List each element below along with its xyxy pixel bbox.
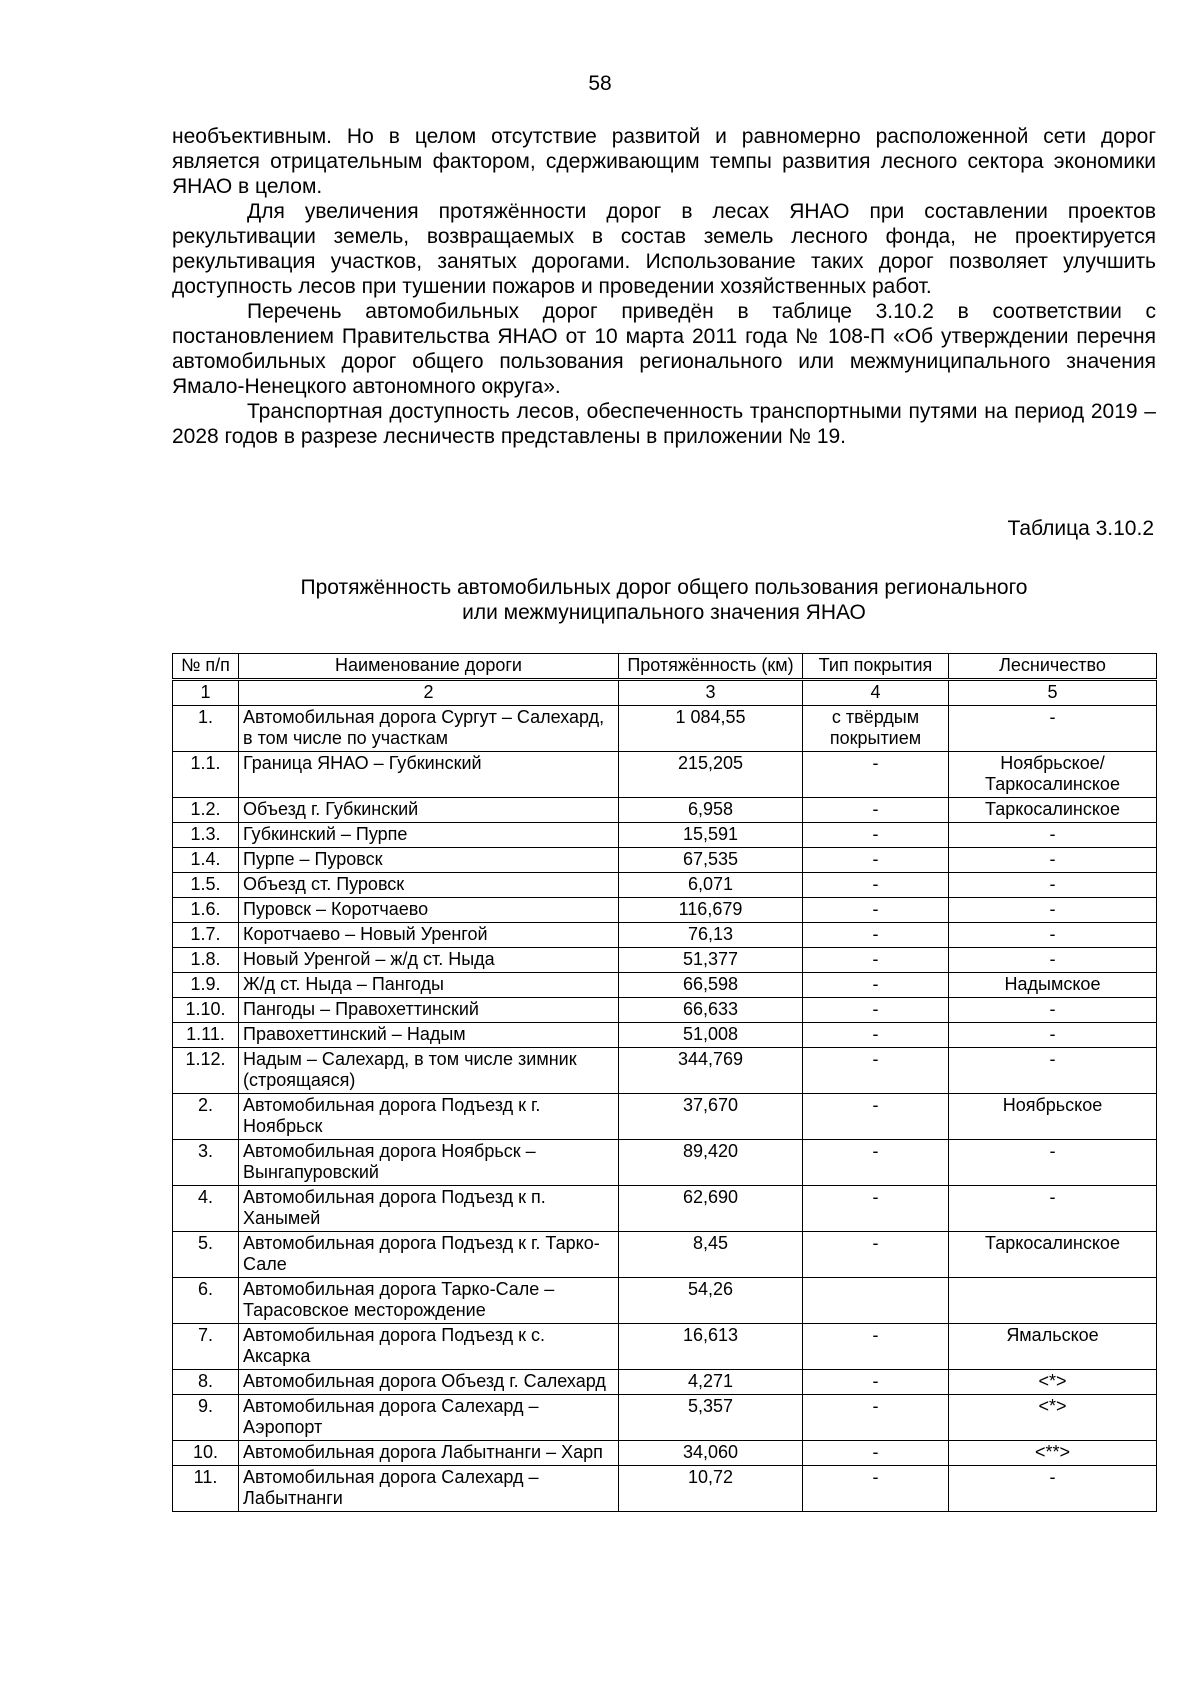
column-numbers-row <box>173 680 1157 706</box>
column-number: 4 <box>803 680 949 706</box>
forestry-name: Ноябрьское/ Таркосалинское <box>949 752 1157 798</box>
table-body <box>173 706 1157 1512</box>
road-name: Автомобильная дорога Ноябрьск – Вынгапуровский <box>239 1140 619 1186</box>
forestry-name: Таркосалинское <box>949 1232 1157 1278</box>
table-row <box>173 1278 1157 1324</box>
road-length: 4,271 <box>619 1370 803 1395</box>
forestry-name: - <box>949 898 1157 923</box>
road-length: 66,633 <box>619 998 803 1023</box>
road-length: 76,13 <box>619 923 803 948</box>
table-row <box>173 1395 1157 1441</box>
row-number: 4. <box>173 1186 239 1232</box>
road-length: 51,008 <box>619 1023 803 1048</box>
forestry-name: <**> <box>949 1441 1157 1466</box>
road-length: 51,377 <box>619 948 803 973</box>
table-row <box>173 998 1157 1023</box>
road-name: Автомобильная дорога Сургут – Салехард, в том числе по участкам <box>239 706 619 752</box>
surface-type: - <box>803 1232 949 1278</box>
surface-type: - <box>803 823 949 848</box>
forestry-name: - <box>949 998 1157 1023</box>
surface-type: - <box>803 848 949 873</box>
row-number: 3. <box>173 1140 239 1186</box>
road-name: Пангоды – Правохеттинский <box>239 998 619 1023</box>
road-length: 215,205 <box>619 752 803 798</box>
table-row <box>173 1186 1157 1232</box>
table-row <box>173 1023 1157 1048</box>
table-row <box>173 1370 1157 1395</box>
paragraph: Перечень автомобильных дорог приведён в таблице 3.10.2 в соответствии с постановлением Правительства ЯНАО от 10 марта 2011 года № 108-П «Об утверждении перечня автомобильных дорог общего пользования регионального или межмуниципального значения Ямало-Ненецкого автономного округа». <box>172 300 1156 398</box>
road-name: Коротчаево – Новый Уренгой <box>239 923 619 948</box>
table-row <box>173 873 1157 898</box>
table-row <box>173 1094 1157 1140</box>
road-name: Новый Уренгой – ж/д ст. Ныда <box>239 948 619 973</box>
paragraph: Транспортная доступность лесов, обеспеченность транспортными путями на период 2019 – 2028 годов в разрезе лесничеств представлены в приложении № 19. <box>172 400 1156 448</box>
forestry-name <box>949 1278 1157 1324</box>
row-number: 1.4. <box>173 848 239 873</box>
surface-type: - <box>803 1395 949 1441</box>
header-surface: Тип покрытия <box>803 654 949 680</box>
road-length: 5,357 <box>619 1395 803 1441</box>
table-row <box>173 1048 1157 1094</box>
surface-type: - <box>803 798 949 823</box>
table-title-line: Протяжённость автомобильных дорог общего пользования регионального <box>300 576 1028 599</box>
table-caption: Таблица 3.10.2 <box>1007 517 1154 540</box>
column-number: 1 <box>173 680 239 706</box>
road-name: Автомобильная дорога Салехард – Лабытнанги <box>239 1466 619 1512</box>
road-length: 6,958 <box>619 798 803 823</box>
forestry-name: - <box>949 1048 1157 1094</box>
row-number: 1.3. <box>173 823 239 848</box>
road-name: Пуровск – Коротчаево <box>239 898 619 923</box>
row-number: 8. <box>173 1370 239 1395</box>
road-name: Ж/д ст. Ныда – Пангоды <box>239 973 619 998</box>
road-name: Граница ЯНАО – Губкинский <box>239 752 619 798</box>
forestry-name: <*> <box>949 1395 1157 1441</box>
table-row <box>173 973 1157 998</box>
table-row <box>173 848 1157 873</box>
row-number: 1.1. <box>173 752 239 798</box>
paragraph: необъективным. Но в целом отсутствие развитой и равномерно расположенной сети дорог является отрицательным фактором, сдерживающим темпы развития лесного сектора экономики ЯНАО в целом. <box>172 125 1156 198</box>
surface-type: - <box>803 1023 949 1048</box>
row-number: 1.12. <box>173 1048 239 1094</box>
surface-type: - <box>803 1441 949 1466</box>
surface-type: - <box>803 1466 949 1512</box>
surface-type: с твёрдым покрытием <box>803 706 949 752</box>
table-row <box>173 1441 1157 1466</box>
row-number: 1.10. <box>173 998 239 1023</box>
road-length: 344,769 <box>619 1048 803 1094</box>
road-length: 89,420 <box>619 1140 803 1186</box>
road-name: Автомобильная дорога Подъезд к с. Аксарка <box>239 1324 619 1370</box>
road-length: 16,613 <box>619 1324 803 1370</box>
road-name: Пурпе – Пуровск <box>239 848 619 873</box>
table-row <box>173 1232 1157 1278</box>
road-name: Автомобильная дорога Подъезд к п. Ханымей <box>239 1186 619 1232</box>
road-name: Губкинский – Пурпе <box>239 823 619 848</box>
forestry-name: Надымское <box>949 973 1157 998</box>
road-length: 10,72 <box>619 1466 803 1512</box>
table-row <box>173 923 1157 948</box>
surface-type: - <box>803 998 949 1023</box>
surface-type: - <box>803 923 949 948</box>
table-title <box>172 575 1156 625</box>
row-number: 10. <box>173 1441 239 1466</box>
header-length: Протяжённость (км) <box>619 654 803 680</box>
road-length: 34,060 <box>619 1441 803 1466</box>
table-row <box>173 706 1157 752</box>
table-header-row <box>173 654 1157 680</box>
row-number: 1. <box>173 706 239 752</box>
road-name: Надым – Салехард, в том числе зимник (строящаяся) <box>239 1048 619 1094</box>
row-number: 1.9. <box>173 973 239 998</box>
forestry-name: - <box>949 948 1157 973</box>
forestry-name: - <box>949 1023 1157 1048</box>
road-name: Правохеттинский – Надым <box>239 1023 619 1048</box>
table-row <box>173 1466 1157 1512</box>
table-row <box>173 948 1157 973</box>
surface-type: - <box>803 1094 949 1140</box>
row-number: 1.6. <box>173 898 239 923</box>
road-name: Автомобильная дорога Объезд г. Салехард <box>239 1370 619 1395</box>
forestry-name: <*> <box>949 1370 1157 1395</box>
surface-type <box>803 1278 949 1324</box>
surface-type: - <box>803 1324 949 1370</box>
row-number: 1.8. <box>173 948 239 973</box>
table-row <box>173 752 1157 798</box>
surface-type: - <box>803 898 949 923</box>
road-length: 37,670 <box>619 1094 803 1140</box>
road-length: 66,598 <box>619 973 803 998</box>
page-number: 58 <box>588 72 612 95</box>
forestry-name: Таркосалинское <box>949 798 1157 823</box>
forestry-name: - <box>949 1140 1157 1186</box>
road-name: Объезд ст. Пуровск <box>239 873 619 898</box>
road-name: Автомобильная дорога Салехард – Аэропорт <box>239 1395 619 1441</box>
road-length: 116,679 <box>619 898 803 923</box>
surface-type: - <box>803 1186 949 1232</box>
surface-type: - <box>803 973 949 998</box>
table-row <box>173 1324 1157 1370</box>
road-length: 54,26 <box>619 1278 803 1324</box>
table-row <box>173 823 1157 848</box>
surface-type: - <box>803 1140 949 1186</box>
road-name: Автомобильная дорога Подъезд к г. Ноябрьск <box>239 1094 619 1140</box>
column-number: 5 <box>949 680 1157 706</box>
forestry-name: - <box>949 873 1157 898</box>
header-road-name: Наименование дороги <box>239 654 619 680</box>
row-number: 1.2. <box>173 798 239 823</box>
road-name: Автомобильная дорога Лабытнанги – Харп <box>239 1441 619 1466</box>
road-length: 67,535 <box>619 848 803 873</box>
forestry-name: - <box>949 848 1157 873</box>
road-name: Автомобильная дорога Тарко-Сале – Тарасовское месторождение <box>239 1278 619 1324</box>
body-text <box>172 124 1156 449</box>
row-number: 9. <box>173 1395 239 1441</box>
forestry-name: - <box>949 1466 1157 1512</box>
header-number: № п/п <box>173 654 239 680</box>
road-length: 62,690 <box>619 1186 803 1232</box>
row-number: 11. <box>173 1466 239 1512</box>
table-row <box>173 1140 1157 1186</box>
surface-type: - <box>803 948 949 973</box>
forestry-name: - <box>949 1186 1157 1232</box>
forestry-name: - <box>949 923 1157 948</box>
road-length: 8,45 <box>619 1232 803 1278</box>
forestry-name: - <box>949 823 1157 848</box>
surface-type: - <box>803 1048 949 1094</box>
row-number: 6. <box>173 1278 239 1324</box>
road-length: 15,591 <box>619 823 803 848</box>
road-name: Объезд г. Губкинский <box>239 798 619 823</box>
forestry-name: Ноябрьское <box>949 1094 1157 1140</box>
surface-type: - <box>803 752 949 798</box>
road-length: 6,071 <box>619 873 803 898</box>
row-number: 7. <box>173 1324 239 1370</box>
road-name: Автомобильная дорога Подъезд к г. Тарко-Сале <box>239 1232 619 1278</box>
paragraph: Для увеличения протяжённости дорог в лесах ЯНАО при составлении проектов рекультивации земель, возвращаемых в состав земель лесного фонда, не проектируется рекультивация участков, занятых дорогами. Использование таких дорог позволяет улучшить доступность лесов при тушении пожаров и проведении хозяйственных работ. <box>172 200 1156 298</box>
surface-type: - <box>803 1370 949 1395</box>
header-forestry: Лесничество <box>949 654 1157 680</box>
table-row <box>173 898 1157 923</box>
surface-type: - <box>803 873 949 898</box>
road-length: 1 084,55 <box>619 706 803 752</box>
column-number: 2 <box>239 680 619 706</box>
table-title-line: или межмуниципального значения ЯНАО <box>462 601 866 624</box>
row-number: 1.5. <box>173 873 239 898</box>
forestry-name: - <box>949 706 1157 752</box>
row-number: 1.7. <box>173 923 239 948</box>
row-number: 1.11. <box>173 1023 239 1048</box>
row-number: 2. <box>173 1094 239 1140</box>
table-row <box>173 798 1157 823</box>
column-number: 3 <box>619 680 803 706</box>
roads-table <box>172 653 1157 1512</box>
forestry-name: Ямальское <box>949 1324 1157 1370</box>
row-number: 5. <box>173 1232 239 1278</box>
